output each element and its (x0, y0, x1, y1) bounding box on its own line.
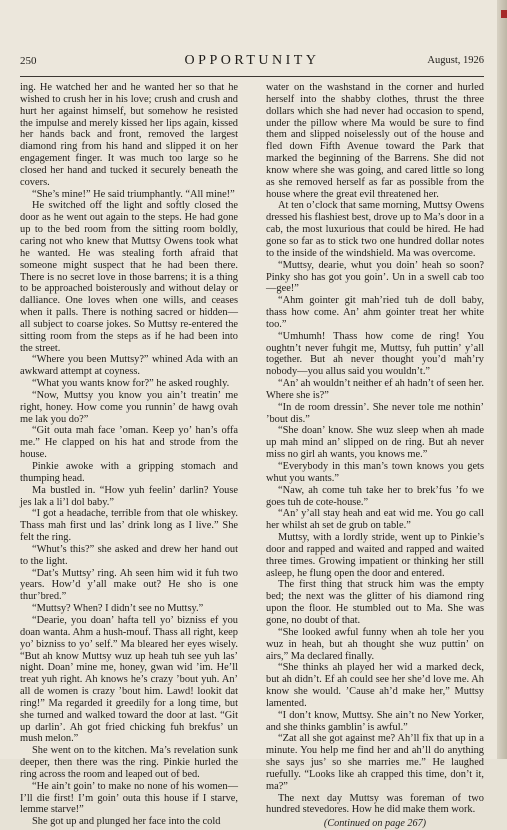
paragraph: “Whut’s this?” she asked and drew her hand out to the light. (20, 543, 238, 567)
paragraph: “Where you been Muttsy?” whined Ada with an awkward attempt at coyness. (20, 354, 238, 378)
paragraph: “I don’t know, Muttsy. She ain’t no New Yorker, and she thinks gamblin’ is awful.” (266, 709, 484, 733)
paragraph: “Dat’s Muttsy’ ring. Ah seen him wid it fuh two years. How’d y’all make out? He sho is one thur’bred.” (20, 567, 238, 603)
paragraph: “Muttsy, dearie, whut you doin’ heah so soon? Pinky sho has got you goin’. Un in a swell cab too—gee!” (266, 259, 484, 295)
paragraph: “She thinks ah played her wid a marked deck, but ah didn’t. Ef ah could see her she’d love me. Ah know she would. ’Cause ah’d make her,” Muttsy lamented. (266, 662, 484, 709)
paragraph: “Naw, ah come tuh take her to brek’fus ’fo we goes tuh de cote-house.” (266, 484, 484, 508)
issue-date: August, 1926 (427, 55, 484, 66)
paragraph: “He ain’t goin’ to make no none of his women—I’ll die first! I’m goin’ outa this house if I starve, lemme starve!” (20, 780, 238, 816)
paragraph: “Git outa mah face ’oman. Keep yo’ han’s offa me.” He clapped on his hat and strode from the house. (20, 425, 238, 461)
paragraph: She went on to the kitchen. Ma’s revelation sunk deeper, then there was the ring. Pinkie hurled the ring across the room and leaped out of bed. (20, 745, 238, 780)
paragraph: “Umhumh! Thass how come de ring! You oughtn’t never fuhgit me, Muttsy, fuh puttin’ y’all together. But ah never thought you’d mah’ry nobody—you allus said you wouldn’t.” (266, 330, 484, 378)
continued-note: (Continued on page 267) (323, 818, 427, 830)
paragraph: He switched off the light and softly closed the door as he went out again to the steps. He had gone up to the bed room from the sitting room boldly, caring not who knew that Muttsy Owens took what he wanted. He was stealing forth afraid that someone might suspect that he had been there. There is no secret love in those barrens; it is a thing to be approached boisterously and without delay or dalliance. One loves when one wills, and ceases when it palls. There is nothing sacred or hidden—all subject to coarse jokes. So Muttsy re-entered the sitting room from the steps as if he had been into the street. (20, 200, 238, 354)
page-edge (497, 0, 507, 759)
paragraph: “In de room dressin’. She never tole me nothin’ ’bout dis.” (266, 401, 484, 425)
right-column (266, 82, 484, 830)
paragraph: ing. He watched her and he wanted her so that he wished to crush her in his love; crush and crush and hurt her against himself, but somehow he resisted the impulse and merely kissed her lips again, kissed her hands back and front, removed the largest diamond ring from his hand and slipped it on her engagement finger. It was much too large so he closed her hand and tucked it securely beneath the covers. (20, 82, 238, 188)
paragraph: “An’ y’all stay heah and eat wid me. You go call her whilst ah set de grub on table.” (266, 508, 484, 532)
paragraph: water on the washstand in the corner and hurled herself into the shabby clothes, thrust the three dollars which she had never had occasion to spend, under the pillow where Ma would be sure to find them and slipped noiselessly out of the house and fled down Fifth Avenue toward the Park that marked the beginning of the Barrens. She did not know where she was going, and cared little so long as she removed herself as far as possible from the house where the great evil threatened her. (266, 82, 484, 200)
paragraph: “Zat all she got against me? Ah’ll fix that up in a minute. You help me find her and ah’ll do anything she says jus’ so she marries me.” He laughed ruefully. “Looks like ah crapped this time, don’t it, ma?” (266, 733, 484, 792)
left-column (20, 82, 238, 828)
red-tab-mark (501, 10, 507, 18)
paragraph: “An’ ah wouldn’t neither ef ah hadn’t of seen her. Where she is?” (266, 378, 485, 401)
paragraph: Pinkie awoke with a gripping stomach and thumping head. (20, 461, 238, 484)
paragraph: “Dearie, you doan’ hafta tell yo’ bizniss ef you doan wanta. Ahm a hush-mouf. Thass all right, keep yo’ bizniss to yo’ self.” Ma bleared her eyes wisely. “But ah know Muttsy wuz up heah tuh see yuh las’ night. Doan’ mine me, honey, gwan wid ’im. He’ll treat yuh right. Ah knows he’s crazy ’bout yuh. An’ all de women is crazy ’bout him. Lawd! lookit dat ring!” Ma regarded it greedily for a long time, but she turned and walked toward the door at last. “Git up darlin’. Ah got fried chicking fuh brekfus’ un mush melon.” (20, 614, 238, 745)
paragraph: The first thing that struck him was the empty bed; the next was the glitter of his diamond ring upon the floor. He stumbled out to Ma. She was gone, no doubt of that. (266, 579, 484, 626)
paragraph: “She looked awful funny when ah tole her you wuz in heah, but ah thought she wuz puttin’ on airs,” Ma declared finally. (266, 626, 484, 662)
header-rule (20, 76, 484, 77)
paragraph: “She’s mine!” He said triumphantly. “All mine!” (32, 188, 235, 200)
paragraph: She got up and plunged her face into the cold (32, 816, 221, 828)
page-header (20, 49, 484, 73)
paragraph: “Ahm gointer git mah’ried tuh de doll baby, thass how come. An’ ahm gointer treat her white too.” (266, 295, 484, 330)
right-column-body (266, 82, 484, 816)
paragraph: At ten o’clock that same morning, Muttsy Owens dressed his flashiest best, drove up to Ma’s door in a cab, the most luxurious that could be hired. He had gone so far as to stick two one hundred dollar notes to the inside of the windshield. Ma was overcome. (266, 200, 484, 259)
page-number: 250 (20, 55, 37, 67)
paragraph: Muttsy, with a lordly stride, went up to Pinkie’s door and rapped and waited and rapped and waited three times. Growing impatient or thinking her still asleep, he flung open the door and entered. (266, 532, 484, 579)
paragraph: “Everybody in this man’s town knows you gets whut you wants.” (266, 461, 484, 484)
paragraph: “I got a headache, terrible from that ole whiskey. Thass mah first und las’ drink long as I live.” She felt the ring. (20, 508, 238, 544)
magazine-title: OPPORTUNITY (184, 53, 320, 68)
paragraph: “Muttsy? When? I didn’t see no Muttsy.” (32, 603, 204, 615)
paragraph: “What you wants know for?” he asked roughly. (32, 378, 230, 390)
paragraph: Ma bustled in. “How yuh feelin’ darlin? Youse jes lak a li’l dol baby.” (20, 484, 238, 508)
paragraph: “She doan’ know. She wuz sleep when ah made up mah mind an’ slipped on de ring. But ah never miss no girl ah wants, you knows me.” (266, 425, 484, 461)
paragraph: “Now, Muttsy you know you ain’t treatin’ me right, honey. How come you runnin’ de hawg ovah me lak you do?” (20, 389, 238, 425)
paragraph: The next day Muttsy was foreman of two hundred stevedores. How he did make them work. (266, 792, 484, 816)
